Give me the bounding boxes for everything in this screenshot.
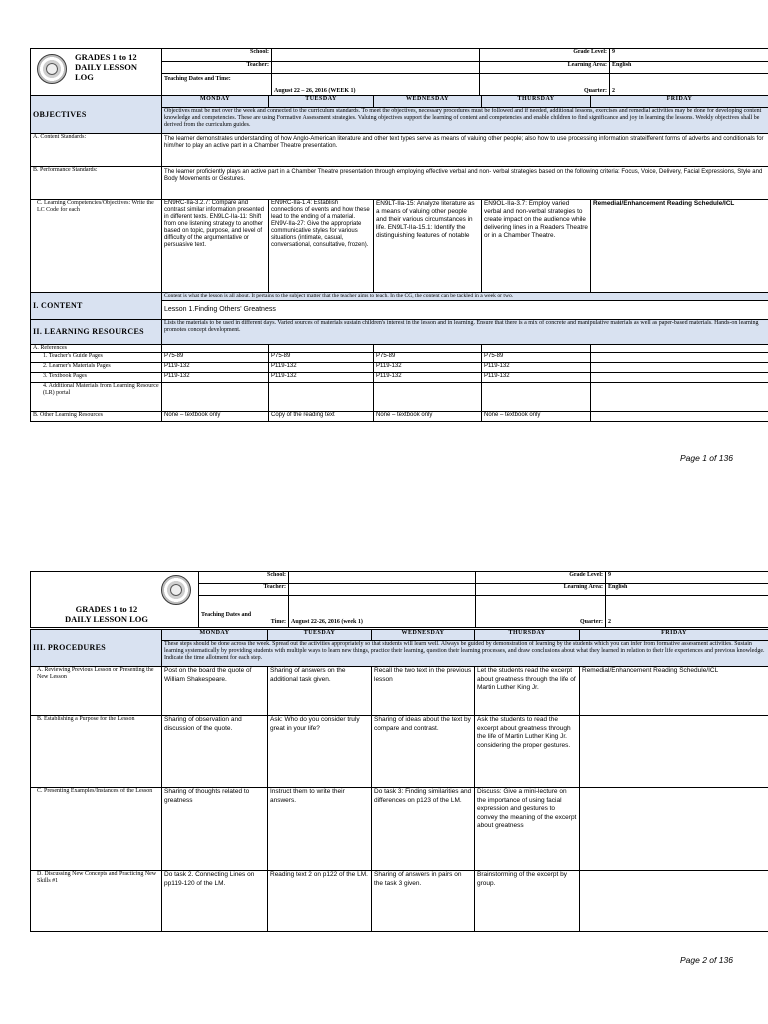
quarter-field-2[interactable]: 2 [606,596,768,628]
teacher-label-2: Teacher: [199,584,289,596]
school-field[interactable] [272,49,480,62]
ref-lm-monday: P119-132 [162,363,269,373]
proc-c-label: C. Presenting Examples/Instances of the Lesson [31,788,162,871]
page-number: Page 1 of 136 [680,453,733,463]
proc-b-wednesday: Sharing of ideas about the text by compare and contrast. [372,716,475,788]
procedures-note: These steps should be done across the week. Spread out the activities appropriately so that students will learn well. Always be guided by demonstration of learning by the students which you can infer from formative assessment activities. Sustain learning systematically by providing students with multiple ways to learn new things, practice their learning, question their learning processes, and draw conclusions about what they learned in relation to their life experiences and previous knowledge. Indicate the time allotment for each step. [162,641,768,667]
ref-lm-thursday: P119-132 [482,363,591,373]
ref-tb-thursday: P119-132 [482,373,591,383]
proc-c-friday [580,788,768,871]
proc-c-monday: Sharing of thoughts related to greatness [162,788,268,871]
dll-title-2 [65,604,148,624]
teaching-dates-label: Teaching Dates and Time: [162,74,272,96]
teaching-dates-label-2a: Teaching Dates and [201,612,252,618]
day-thursday: THURSDAY [482,96,591,108]
content-note: Content is what the lesson is all about. It pertains to the subject matter that the teacher aims to teach. In the CG, the content can be tackled in a week or two. [162,293,768,301]
other-resources-tuesday: Copy of the reading text [269,412,374,422]
day-thursday-2: THURSDAY [475,630,580,641]
ref-tb-monday: P119-132 [162,373,269,383]
ref-tb-tuesday: P119-132 [269,373,374,383]
day-wednesday: WEDNESDAY [374,96,482,108]
proc-b-label: B. Establishing a Purpose for the Lesson [31,716,162,788]
learning-area-label: Learning Area: [480,62,610,74]
competency-friday: Remedial/Enhancement Reading Schedule/ICL [591,200,768,293]
performance-standards-label: B. Performance Standards: [31,167,162,200]
school-label: School: [162,49,272,62]
ref-lr-label: 4. Additional Materials from Learning Resource (LR) portal [31,383,162,412]
teacher-field-2[interactable] [289,584,476,596]
competencies-label: C. Learning Competencies/Objectives: Write the LC Code for each [31,200,162,293]
dll-title-line-2: DAILY LESSON [75,62,137,72]
proc-a-wednesday: Recall the two text in the previous lesson [372,667,475,716]
competency-wednesday: EN9LT-IIa-15: Analyze literature as a means of valuing other people and their various circumstances in life. EN9LT-IIa-15.1: Identify the distinguishing features of notable [374,200,482,293]
content-heading: I. CONTENT [33,301,83,310]
procedures-heading: III. PROCEDURES [33,643,106,652]
ref-lr-wednesday [374,383,482,412]
ref-lm-label: 2. Learner's Materials Pages [31,363,162,373]
proc-c-wednesday: Do task 3: Finding similarities and differences on p123 of the LM. [372,788,475,871]
ref-lr-tuesday [269,383,374,412]
proc-d-thursday: Brainstorming of the excerpt by group. [475,871,580,932]
dll-title-line-1: GRADES 1 to 12 [75,52,137,62]
ref-lm-wednesday: P119-132 [374,363,482,373]
competency-tuesday: EN9RC-IIa-1.4: Establish connections of events and how these lead to the ending of a material. EN9V-IIa-27: Give the appropriate communicative styles for various situations (intimate, casual, conversational, consultative, frozen). [269,200,374,293]
proc-d-label: D. Discussing New Concepts and Practicing New Skills #1 [31,871,162,932]
other-resources-friday [591,412,768,422]
proc-c-tuesday: Instruct them to write their answers. [268,788,372,871]
proc-d-monday: Do task 2. Connecting Lines on pp119-120 of the LM. [162,871,268,932]
page2-header-table [30,571,768,628]
proc-c-thursday: Discuss: Give a mini-lecture on the importance of using facial expression and gestures to convey the meaning of the excerpt about greatness [475,788,580,871]
day-friday-2: FRIDAY [580,630,768,641]
proc-b-friday [580,716,768,788]
quarter-label: Quarter: [480,74,610,96]
objectives-note: Objectives must be met over the week and connected to the curriculum standards. To meet the objectives, necessary procedures must be followed and if needed, additional lessons, exercises and remedial activities may be done for developing content knowledge and competencies. These are using Formative Assessment strategies. Valuing objectives support the learning of content and competencies and enable children to find significance and joy in learning the lessons. Weekly objectives shall be derived from the curriculum guides. [162,108,768,134]
school-field-2[interactable] [289,572,476,584]
page1-header-table [30,48,768,96]
grade-level-label-2: Grade Level: [476,572,606,584]
objectives-heading: OBJECTIVES [33,109,87,119]
other-resources-wednesday: None – textbook only [374,412,482,422]
page1-main-table [30,95,768,422]
day-tuesday-2: TUESDAY [268,630,372,641]
ref-tg-label: 1. Teacher's Guide Pages [31,353,162,363]
other-resources-label: B. Other Learning Resources [31,412,162,422]
references-label: A. References [31,345,162,353]
proc-a-monday: Post on the board the quote of William Shakespeare. [162,667,268,716]
proc-d-wednesday: Sharing of answers in pairs on the task 3 given. [372,871,475,932]
ref-tb-label: 3. Textbook Pages [31,373,162,383]
teaching-dates-label-2b: Time: [270,619,286,625]
teaching-dates-field-2[interactable]: August 22-26, 2016 (week 1) [289,596,476,628]
ref-lr-friday [591,383,768,412]
dll-title-2-line-2: DAILY LESSON LOG [65,614,148,624]
competency-monday: EN9RC-IIa-3.2.7: Compare and contrast similar information presented in different texts. EN9LC-IIa-11: Shift from one listening strategy to another based on topic, purpose, and level of difficulty of the argumentative or persuasive text. [162,200,269,293]
other-resources-thursday: None – textbook only [482,412,591,422]
other-resources-monday: None – textbook only [162,412,269,422]
page-2 [30,512,768,1024]
performance-standards-text: The learner proficiently plays an active part in a Chamber Theatre presentation through employing effective verbal and non- verbal strategies based on the following criteria: Focus, Voice, Delivery, Facial Expressions, Style and Body Movements or Gestures. [162,167,768,200]
ref-tb-wednesday: P119-132 [374,373,482,383]
learning-area-label-2: Learning Area: [476,584,606,596]
proc-d-tuesday: Reading text 2 on p122 of the LM. [268,871,372,932]
content-lesson-title: Lesson 1.Finding Others' Greatness [164,306,276,313]
content-standards-text: The learner demonstrates understanding of how Anglo-American literature and other text types serve as means of valuing other people; also how to use processing information strateifferent forms of adverbs and conditionals for him/her to play an active part in a Chamber Theatre presentation. [162,134,768,167]
dll-title-line-3: LOG [75,72,94,82]
learning-area-field[interactable]: English [610,62,768,74]
proc-a-thursday: Let the students read the excerpt about greatness through the life of Martin Luther King Jr. [475,667,580,716]
ref-lm-tuesday: P119-132 [269,363,374,373]
school-label-2: School: [199,572,289,584]
learning-resources-note: Lists the materials to be used in different days. Varied sources of materials sustain children's interest in the lesson and in learning. Ensure that there is a mix of concrete and manipulative materials as well as paper-based materials. Hands-on learning promotes concept development. [162,320,768,345]
day-friday: FRIDAY [591,96,768,108]
ref-tg-thursday: P75-89 [482,353,591,363]
proc-a-label: A. Reviewing Previous Lesson or Presenting the New Lesson [31,667,162,716]
proc-d-friday [580,871,768,932]
learning-resources-heading: II. LEARNING RESOURCES [33,327,144,336]
ref-lm-friday [591,363,768,373]
proc-b-thursday: Ask the students to read the excerpt about greatness through the life of Martin Luther King Jr. considering the proper gestures. [475,716,580,788]
deped-seal-icon-2 [161,575,191,605]
grade-level-field[interactable]: 9 [610,49,768,62]
dll-title [75,52,137,82]
ref-lr-monday [162,383,269,412]
ref-tb-friday [591,373,768,383]
learning-area-field-2[interactable]: English [606,584,768,596]
day-wednesday-2: WEDNESDAY [372,630,475,641]
teacher-label: Teacher: [162,62,272,74]
ref-tg-monday: P75-89 [162,353,269,363]
proc-b-monday: Sharing of observation and discussion of the quote. [162,716,268,788]
content-standards-label: A. Content Standards: [31,134,162,167]
ref-tg-friday [591,353,768,363]
quarter-field[interactable]: 2 [610,74,768,96]
deped-seal-icon [37,54,67,84]
teacher-field[interactable] [272,62,480,74]
grade-level-label: Grade Level: [480,49,610,62]
day-monday: MONDAY [162,96,269,108]
proc-a-tuesday: Sharing of answers on the additional task given. [268,667,372,716]
page-1 [30,0,768,512]
day-monday-2: MONDAY [162,630,268,641]
day-tuesday: TUESDAY [269,96,374,108]
competency-thursday: EN9OL-IIa-3.7: Employ varied verbal and non-verbal strategies to create impact on the audience while delivering lines in a Readers Theatre or in a Chamber Theatre. [482,200,591,293]
ref-tg-tuesday: P75-89 [269,353,374,363]
grade-level-field-2[interactable]: 9 [606,572,768,584]
quarter-label-2: Quarter: [476,596,606,628]
ref-lr-thursday [482,383,591,412]
proc-a-friday: Remedial/Enhancement Reading Schedule/ICL [580,667,768,716]
ref-tg-wednesday: P75-89 [374,353,482,363]
page2-main-table [30,629,768,932]
dll-title-2-line-1: GRADES 1 to 12 [75,604,138,614]
teaching-dates-field[interactable]: August 22 – 26, 2016 (WEEK 1) [272,74,480,96]
proc-b-tuesday: Ask: Who do you consider truly great in your life? [268,716,372,788]
page-number-2: Page 2 of 136 [680,955,733,965]
